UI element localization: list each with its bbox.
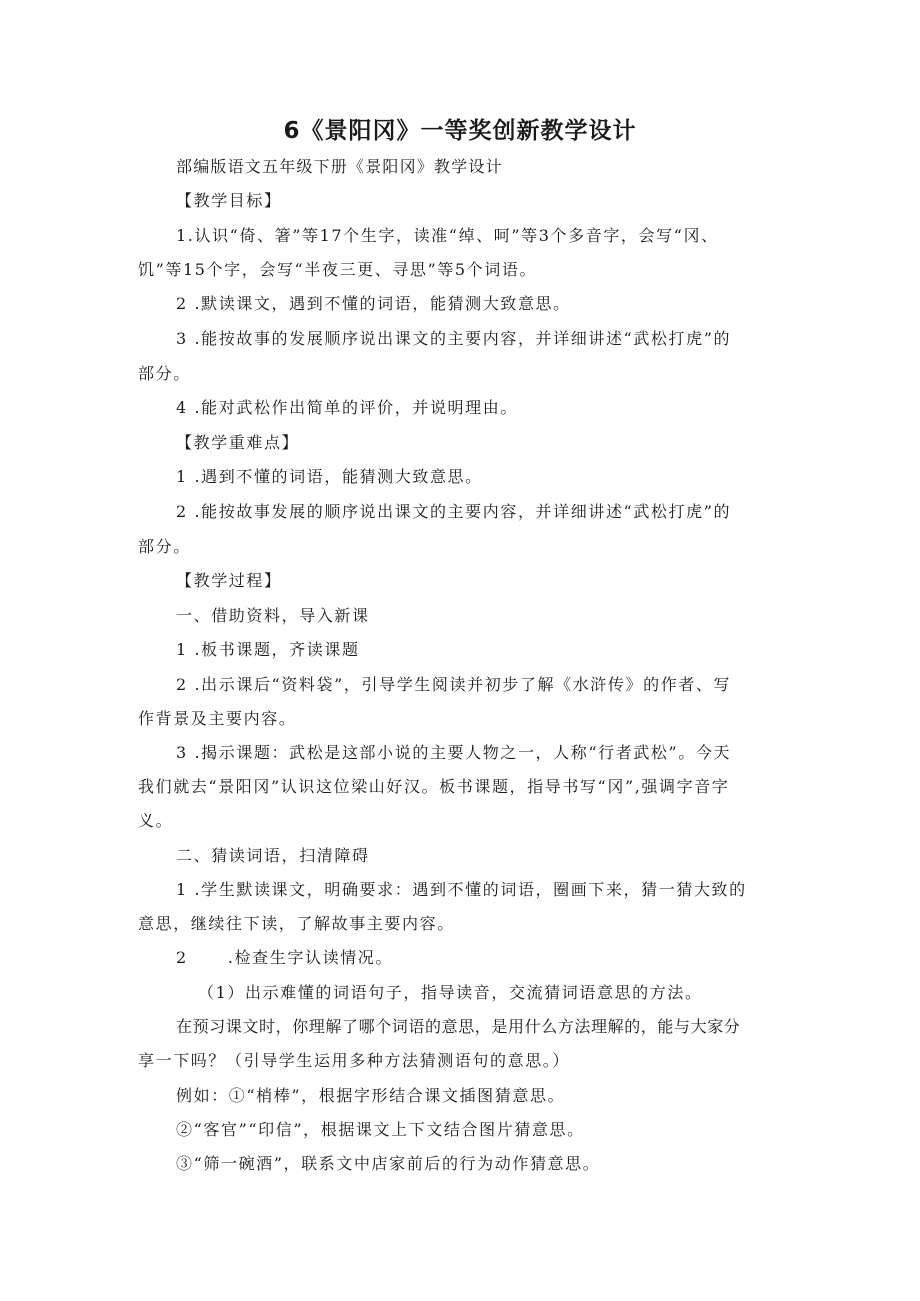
subtitle: 部编版语文五年级下册《景阳冈》教学设计 — [176, 157, 503, 176]
key-point-2-line-1: 2 .能按故事发展的顺序说出课文的主要内容，并详细讲述“武松打虎”的 — [176, 502, 732, 521]
step-2-1-line-1: 1 .学生默读课文，明确要求：遇到不懂的词语，圈画下来，猜一猜大致的 — [176, 880, 747, 899]
document-title: 6《景阳冈》一等奖创新教学设计 — [283, 118, 637, 144]
goal-1-line-2: 饥”等15个字，会写“半夜三更、寻思”等5个词语。 — [138, 260, 538, 279]
goal-2: 2 .默读课文，遇到不懂的词语，能猜测大致意思。 — [176, 294, 571, 313]
example-1: 例如：①“梢棒”，根据字形结合课文插图猜意思。 — [176, 1086, 566, 1105]
step-2-2-1: （1）出示难懂的词语句子，指导读音，交流猜词语意思的方法。 — [198, 983, 703, 1002]
key-points-heading: 【教学重难点】 — [176, 433, 300, 452]
goal-3-line-2: 部分。 — [138, 364, 191, 383]
section-1-heading: 一、借助资料，导入新课 — [176, 606, 370, 625]
step-2-2: 2 .检查生字认读情况。 — [176, 948, 393, 967]
example-2: ②“客官”“印信”，根据课文上下文结合图片猜意思。 — [176, 1120, 585, 1139]
question-line-1: 在预习课文时，你理解了哪个词语的意思，是用什么方法理解的，能与大家分 — [176, 1017, 741, 1036]
key-point-2-line-2: 部分。 — [138, 537, 191, 556]
step-1-3-line-3: 义。 — [138, 811, 174, 830]
section-2-heading: 二、猜读词语，扫清障碍 — [176, 846, 370, 865]
step-2-1-line-2: 意思，继续往下读，了解故事主要内容。 — [138, 914, 455, 933]
process-heading: 【教学过程】 — [176, 571, 282, 590]
goal-4: 4 .能对武松作出简单的评价，并说明理由。 — [176, 398, 518, 417]
step-1-2-line-2: 作背景及主要内容。 — [138, 709, 297, 728]
goals-heading: 【教学目标】 — [176, 191, 282, 210]
goal-3-line-1: 3 .能按故事的发展顺序说出课文的主要内容，并详细讲述“武松打虎”的 — [176, 329, 732, 348]
step-1-2-line-1: 2 .出示课后“资料袋”，引导学生阅读并初步了解《水浒传》的作者、写 — [176, 675, 732, 694]
step-1-3-line-2: 我们就去“景阳冈”认识这位梁山好汉。板书课题，指导书写“冈”,强调字音字 — [138, 777, 730, 796]
goal-1-line-1: 1.认识“倚、箸”等17个生字，读准“绰、呵”等3个多音字，会写“冈、 — [176, 226, 719, 245]
example-3: ③“筛一碗酒”，联系文中店家前后的行为动作猜意思。 — [176, 1154, 601, 1173]
step-1-1: 1 .板书课题，齐读课题 — [176, 640, 360, 659]
step-1-3-line-1: 3 .揭示课题：武松是这部小说的主要人物之一，人称“行者武松”。今天 — [176, 743, 732, 762]
question-line-2: 享一下吗？（引导学生运用多种方法猜测语句的意思。） — [138, 1051, 571, 1070]
key-point-1: 1 .遇到不懂的词语，能猜测大致意思。 — [176, 467, 483, 486]
